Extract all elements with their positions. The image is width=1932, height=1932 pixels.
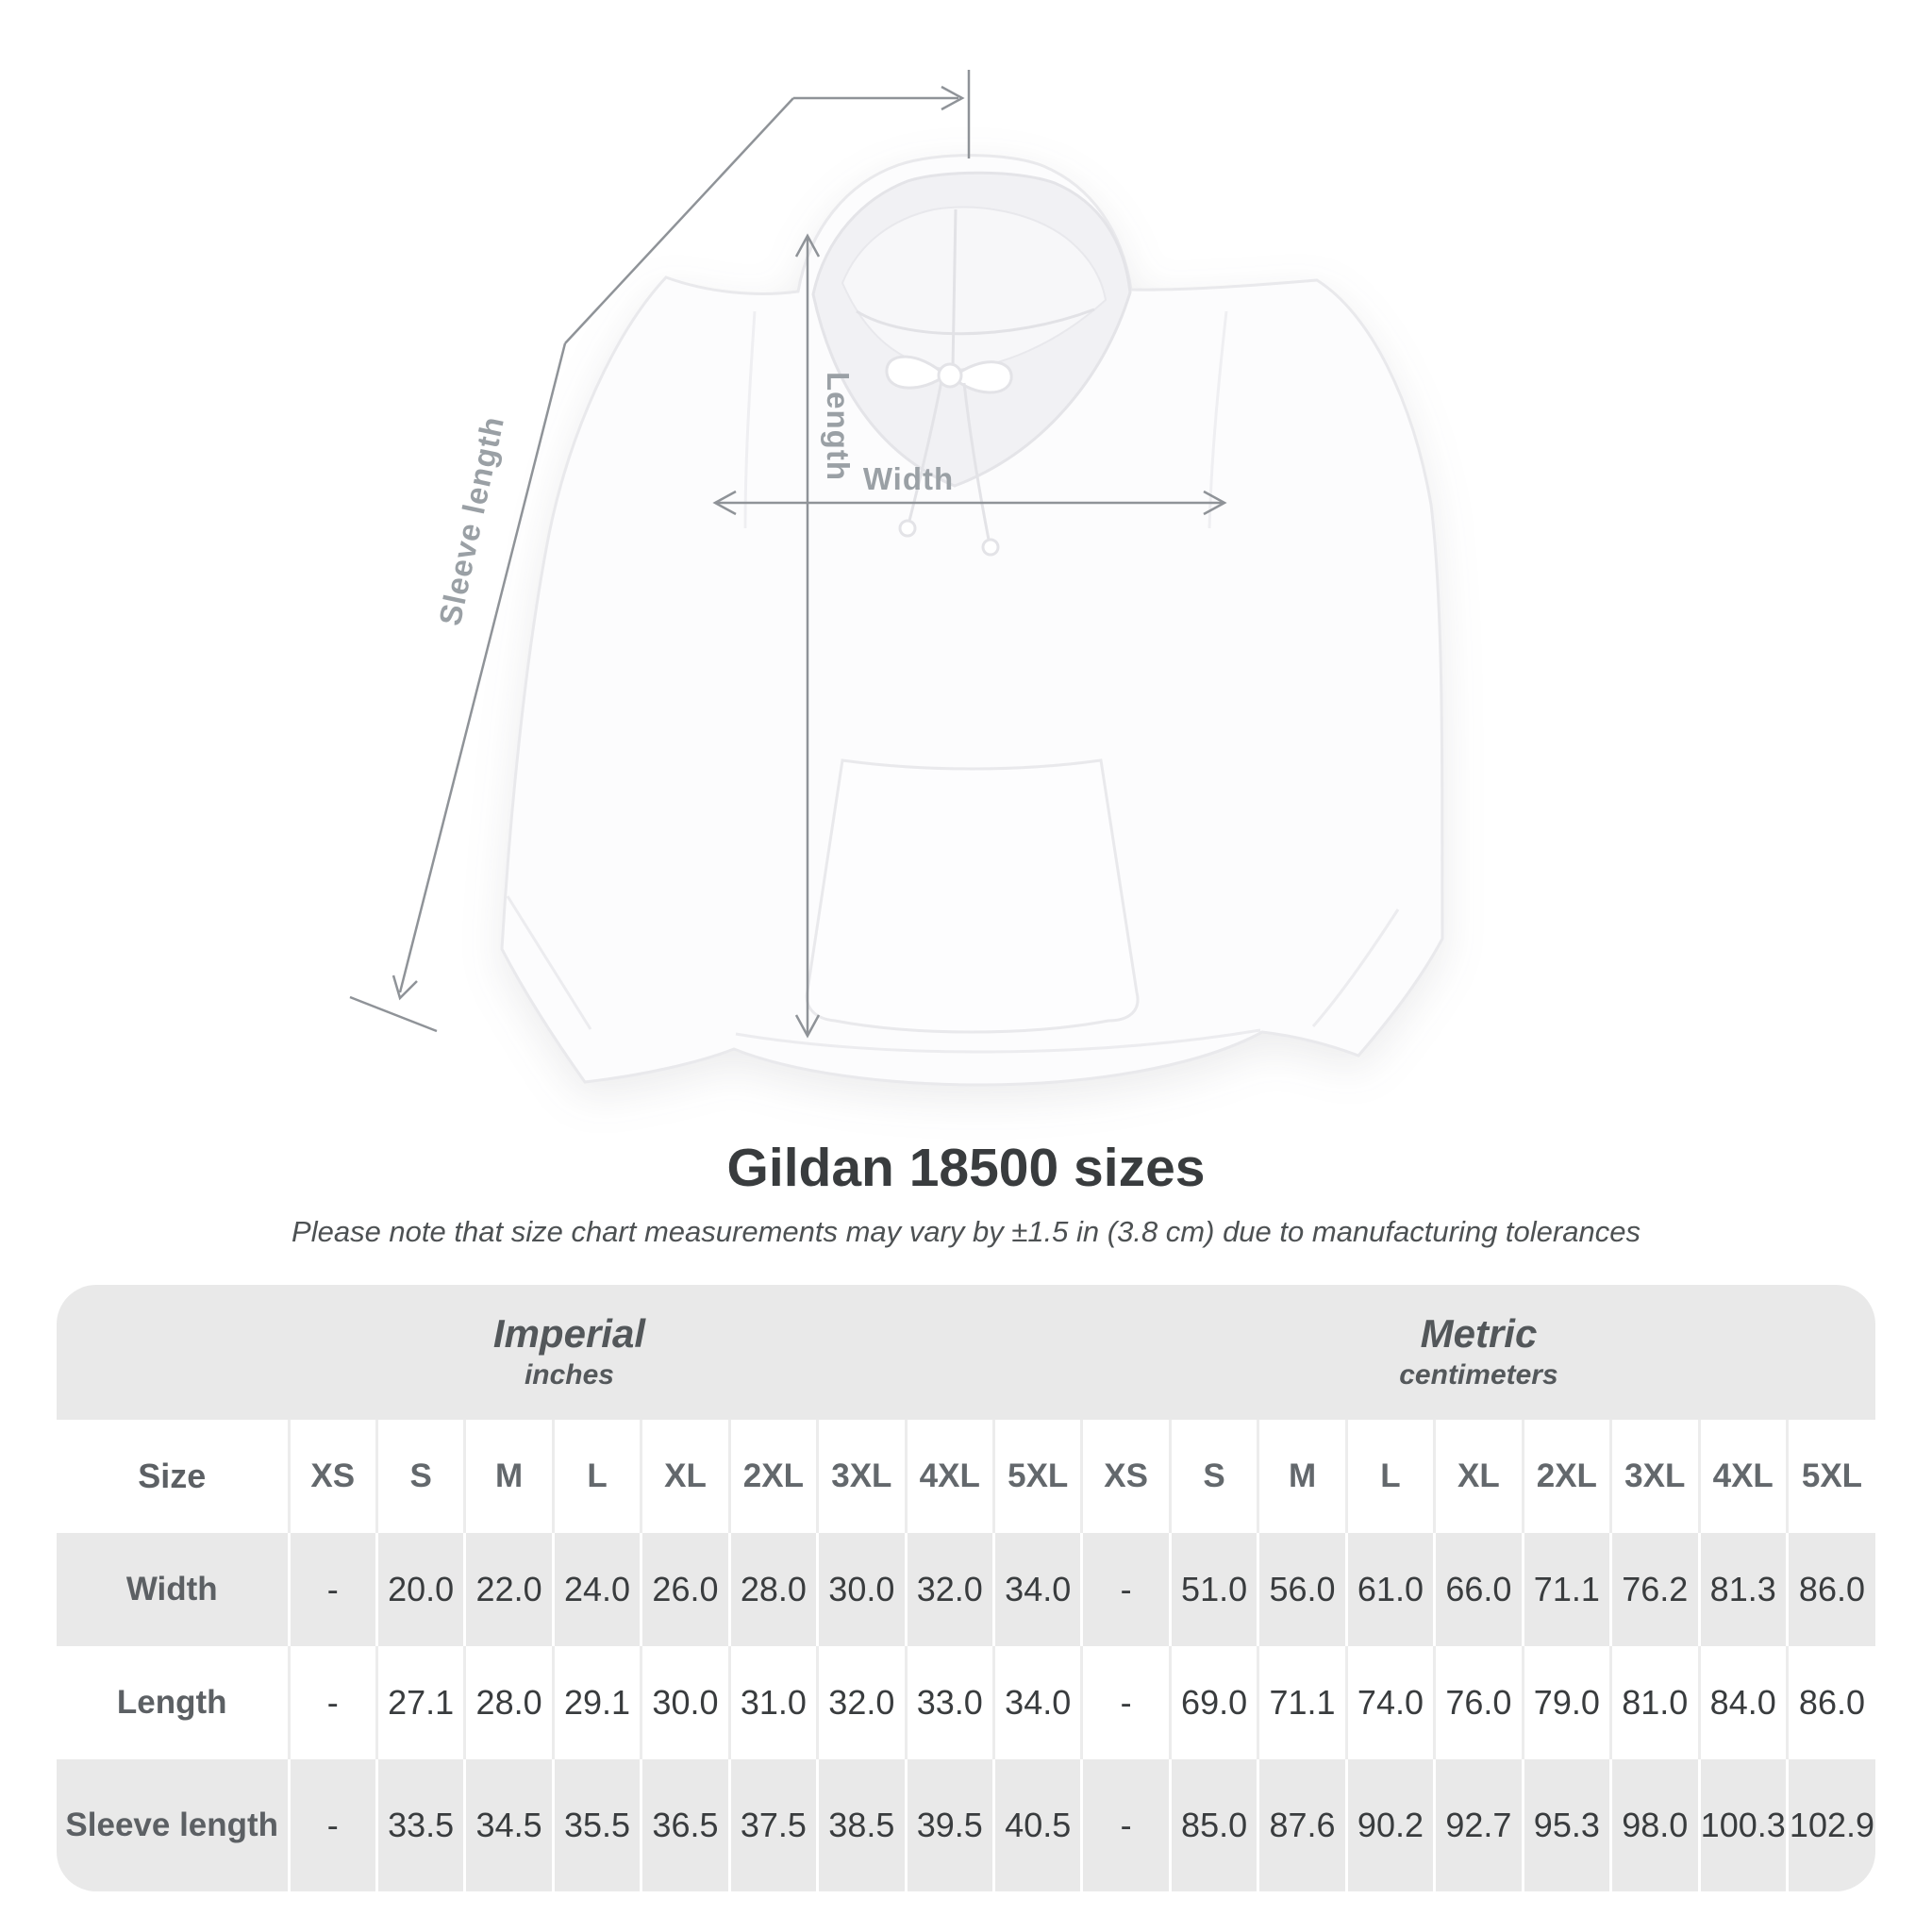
- measurement-value: 24.0: [553, 1533, 641, 1646]
- measurement-value: 33.0: [906, 1646, 993, 1759]
- unit-group-metric: [1082, 1285, 1875, 1420]
- measurement-value: -: [289, 1533, 376, 1646]
- measurement-row: [57, 1759, 1875, 1891]
- measurement-value: 92.7: [1435, 1759, 1523, 1891]
- measurement-row: [57, 1533, 1875, 1646]
- measurement-value: 84.0: [1699, 1646, 1787, 1759]
- imperial-unit: inches: [524, 1359, 614, 1391]
- size-chart: [57, 1285, 1875, 1891]
- measurement-value: 34.0: [994, 1533, 1082, 1646]
- size-column-header: M: [465, 1420, 553, 1533]
- size-column-header: 3XL: [1611, 1420, 1699, 1533]
- measurement-value: 79.0: [1523, 1646, 1610, 1759]
- measurement-value: 71.1: [1523, 1533, 1610, 1646]
- measurement-row: [57, 1646, 1875, 1759]
- size-chart-table: [57, 1285, 1875, 1891]
- hoodie-illustration: [502, 156, 1442, 1085]
- measurement-value: 30.0: [641, 1646, 729, 1759]
- measurement-value: 36.5: [641, 1759, 729, 1891]
- measurement-value: 32.0: [906, 1533, 993, 1646]
- measurement-value: 29.1: [553, 1646, 641, 1759]
- measurement-value: 38.5: [818, 1759, 906, 1891]
- tolerance-note: Please note that size chart measurements may vary by ±1.5 in (3.8 cm) due to manufacturing tolerances: [291, 1215, 1641, 1248]
- measurement-value: 37.5: [729, 1759, 817, 1891]
- measurement-value: 69.0: [1170, 1646, 1257, 1759]
- measurement-value: 95.3: [1523, 1759, 1610, 1891]
- measurement-value: 40.5: [994, 1759, 1082, 1891]
- metric-unit: centimeters: [1399, 1359, 1558, 1391]
- size-column-header: 2XL: [1523, 1420, 1610, 1533]
- measurement-value: 76.2: [1611, 1533, 1699, 1646]
- width-label: Width: [862, 461, 955, 496]
- measurement-value: 81.3: [1699, 1533, 1787, 1646]
- measurement-value: 33.5: [376, 1759, 464, 1891]
- size-column-header: 5XL: [994, 1420, 1082, 1533]
- metric-label: Metric: [1420, 1310, 1538, 1356]
- measurement-value: 22.0: [465, 1533, 553, 1646]
- measurement-value: 85.0: [1170, 1759, 1257, 1891]
- page-title: Gildan 18500 sizes: [726, 1138, 1206, 1198]
- size-column-header: XL: [641, 1420, 729, 1533]
- row-label: Sleeve length: [65, 1807, 279, 1843]
- size-column-header: S: [376, 1420, 464, 1533]
- measurement-value: 35.5: [553, 1759, 641, 1891]
- length-label: Length: [821, 372, 856, 481]
- size-column-header: 2XL: [729, 1420, 817, 1533]
- measurement-value: 86.0: [1787, 1533, 1875, 1646]
- measurement-value: 51.0: [1170, 1533, 1257, 1646]
- row-label: Width: [125, 1571, 218, 1607]
- size-column-header: S: [1170, 1420, 1257, 1533]
- row-label: Length: [116, 1684, 227, 1721]
- size-column-header: XS: [1082, 1420, 1170, 1533]
- measurement-value: 100.3: [1699, 1759, 1787, 1891]
- size-column-header: L: [1346, 1420, 1434, 1533]
- measurement-value: 30.0: [818, 1533, 906, 1646]
- measurement-value: -: [289, 1759, 376, 1891]
- size-column-header: 5XL: [1787, 1420, 1875, 1533]
- measurement-value: 66.0: [1435, 1533, 1523, 1646]
- measurement-value: 98.0: [1611, 1759, 1699, 1891]
- measurement-value: 28.0: [729, 1533, 817, 1646]
- measurement-value: 34.0: [994, 1646, 1082, 1759]
- measurement-value: 71.1: [1258, 1646, 1346, 1759]
- measurement-value: -: [289, 1646, 376, 1759]
- size-column-header: M: [1258, 1420, 1346, 1533]
- measurement-value: -: [1082, 1533, 1170, 1646]
- measurement-value: 20.0: [376, 1533, 464, 1646]
- size-column-header: 4XL: [1699, 1420, 1787, 1533]
- unit-group-imperial: [57, 1285, 1082, 1420]
- measurement-value: 27.1: [376, 1646, 464, 1759]
- size-column-header: 3XL: [818, 1420, 906, 1533]
- unit-band-row: [57, 1285, 1875, 1420]
- measurement-value: 81.0: [1611, 1646, 1699, 1759]
- size-column-header: XL: [1435, 1420, 1523, 1533]
- measurement-value: -: [1082, 1759, 1170, 1891]
- kangaroo-pocket: [807, 760, 1138, 1032]
- measurement-value: 76.0: [1435, 1646, 1523, 1759]
- size-column-header: L: [553, 1420, 641, 1533]
- measurement-value: 61.0: [1346, 1533, 1434, 1646]
- measurement-value: 102.9: [1787, 1759, 1875, 1891]
- measurement-value: 32.0: [818, 1646, 906, 1759]
- measurement-value: 31.0: [729, 1646, 817, 1759]
- measurement-value: 86.0: [1787, 1646, 1875, 1759]
- size-header-row: [57, 1420, 1875, 1533]
- measurement-value: 39.5: [906, 1759, 993, 1891]
- measurement-value: 28.0: [465, 1646, 553, 1759]
- measurement-value: 26.0: [641, 1533, 729, 1646]
- measurement-value: 74.0: [1346, 1646, 1434, 1759]
- size-header-cell: Size: [138, 1457, 207, 1495]
- measurement-value: 87.6: [1258, 1759, 1346, 1891]
- measurement-value: 34.5: [465, 1759, 553, 1891]
- measurement-value: 90.2: [1346, 1759, 1434, 1891]
- size-column-header: XS: [289, 1420, 376, 1533]
- sleeve-length-label: Sleeve length: [431, 412, 511, 629]
- size-column-header: 4XL: [906, 1420, 993, 1533]
- measurement-value: -: [1082, 1646, 1170, 1759]
- imperial-label: Imperial: [492, 1310, 645, 1356]
- measurement-value: 56.0: [1258, 1533, 1346, 1646]
